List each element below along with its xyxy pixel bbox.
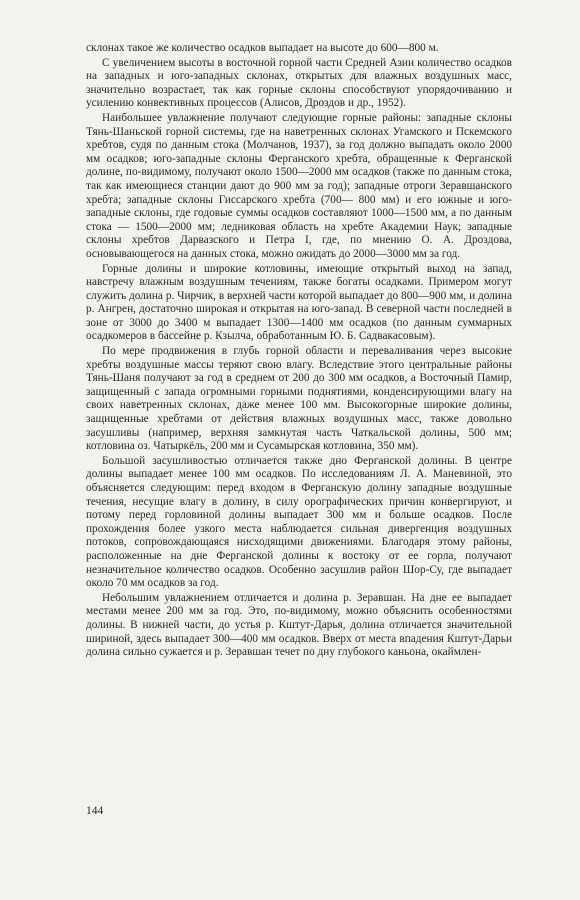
- paragraph-6: Большой засушливостью отличается также дно Ферганской долины. В центре долины выпадает менее 100 мм осадков. По исследованиям Л. А. Маневиной, это объясняется следующим: перед входом в Ферганскую долину западные воздушные течения, несущие влагу в долину, в силу орографических причин конвергируют, и потому перед горловиной долины выпадает 300 мм и больше осадков. После прохождения более узкого места наблюдается сильная дивергенция воздушных потоков, сопровождающаяся нисходящими движениями. Благодаря этому районы, расположенные на дне Ферганской долины к востоку от ее горла, получают незначительное количество осадков. Особенно засушлив район Шор-Су, где выпадает около 70 мм осадков за год.: [86, 454, 512, 590]
- paragraph-3: Наибольшее увлажнение получают следующие горные районы: западные склоны Тянь-Шаньской горной системы, где на наветренных склонах Угамского и Пскемского хребтов, судя по данным стока (Молчанов, 1937), за год должно выпадать около 2000 мм осадков; юго-западные склоны Ферганского хребта, обращенные к Ферганской долине, по-видимому, получают около 1500—2000 мм осадков (также по данным стока, так как имеющиеся станции дают до 900 мм за год); западные отроги Зеравшанского хребта; западные склоны Гиссарского хребта (700— 800 мм) и его южные и юго-западные склоны, где годовые суммы осадков составляют 1000—1500 мм, а по данным стока — 1500—2000 мм; ледниковая область на хребте Академии Наук; западные склоны хребтов Дарвазского и Петра I, где, по мнению О. А. Дроздова, основывающегося на данных стока, можно ожидать до 2000—3000 мм за год.: [86, 111, 512, 260]
- page-number: 144: [86, 805, 104, 817]
- paragraph-1: склонах такое же количество осадков выпадает на высоте до 600—800 м.: [86, 42, 439, 54]
- paragraph-4: Горные долины и широкие котловины, имеющие открытый выход на запад, навстречу влажным воздушным течениям, также богаты осадками. Примером могут служить долина р. Чирчик, в верхней части которой выпадает до 800—900 мм, и долина р. Ангрен, достаточно широкая и открытая на юго-запад. В северной части последней в зоне от 3000 до 3400 м выпадает 1300—1400 мм осадков (по данным суммарных осадкомеров в бассейне р. Кзылча, обработанным Ю. Б. Садвакасовым).: [86, 262, 512, 343]
- paragraph-5: По мере продвижения в глубь горной области и переваливания через высокие хребты воздушные массы теряют свою влагу. Вследствие этого центральные районы Тянь-Шаня получают за год в среднем от 200 до 300 мм осадков, а Восточный Памир, защищенный с запада огромными горными поднятиями, конденсирующими влагу на своих наветренных склонах, даже менее 100 мм. Высокогорные широкие долины, защищенные хребтами от действия влажных воздушных масс, также довольно засушливы (например, верхняя замкнутая часть Чаткальской долины, 500 мм; котловина оз. Чатыркёль, 200 мм и Сусамырская котловина, 350 мм).: [86, 345, 512, 453]
- paragraph-7: Небольшим увлажнением отличается и долина р. Зеравшан. На дне ее выпадает местами менее 200 мм за год. Это, по-видимому, можно объяснить особенностями долины. В нижней части, до устья р. Кштут-Дарья, долина отличается значительной шириной, здесь выпадает 300—400 мм осадков. Вверх от места впадения Кштут-Дарьи долина сильно сужается и р. Зеравшан течет по дну глубокого каньона, окаймлен-: [86, 591, 512, 659]
- paragraph-2: С увеличением высоты в восточной горной части Средней Азии количество осадков на западных и юго-западных склонах, открытых для влажных воздушных масс, значительно возрастает, так как горные склоны способствуют упорядочиванию и усилению конвективных процессов (Алисов, Дроздов и др., 1952).: [86, 56, 512, 110]
- body-text: [86, 42, 512, 661]
